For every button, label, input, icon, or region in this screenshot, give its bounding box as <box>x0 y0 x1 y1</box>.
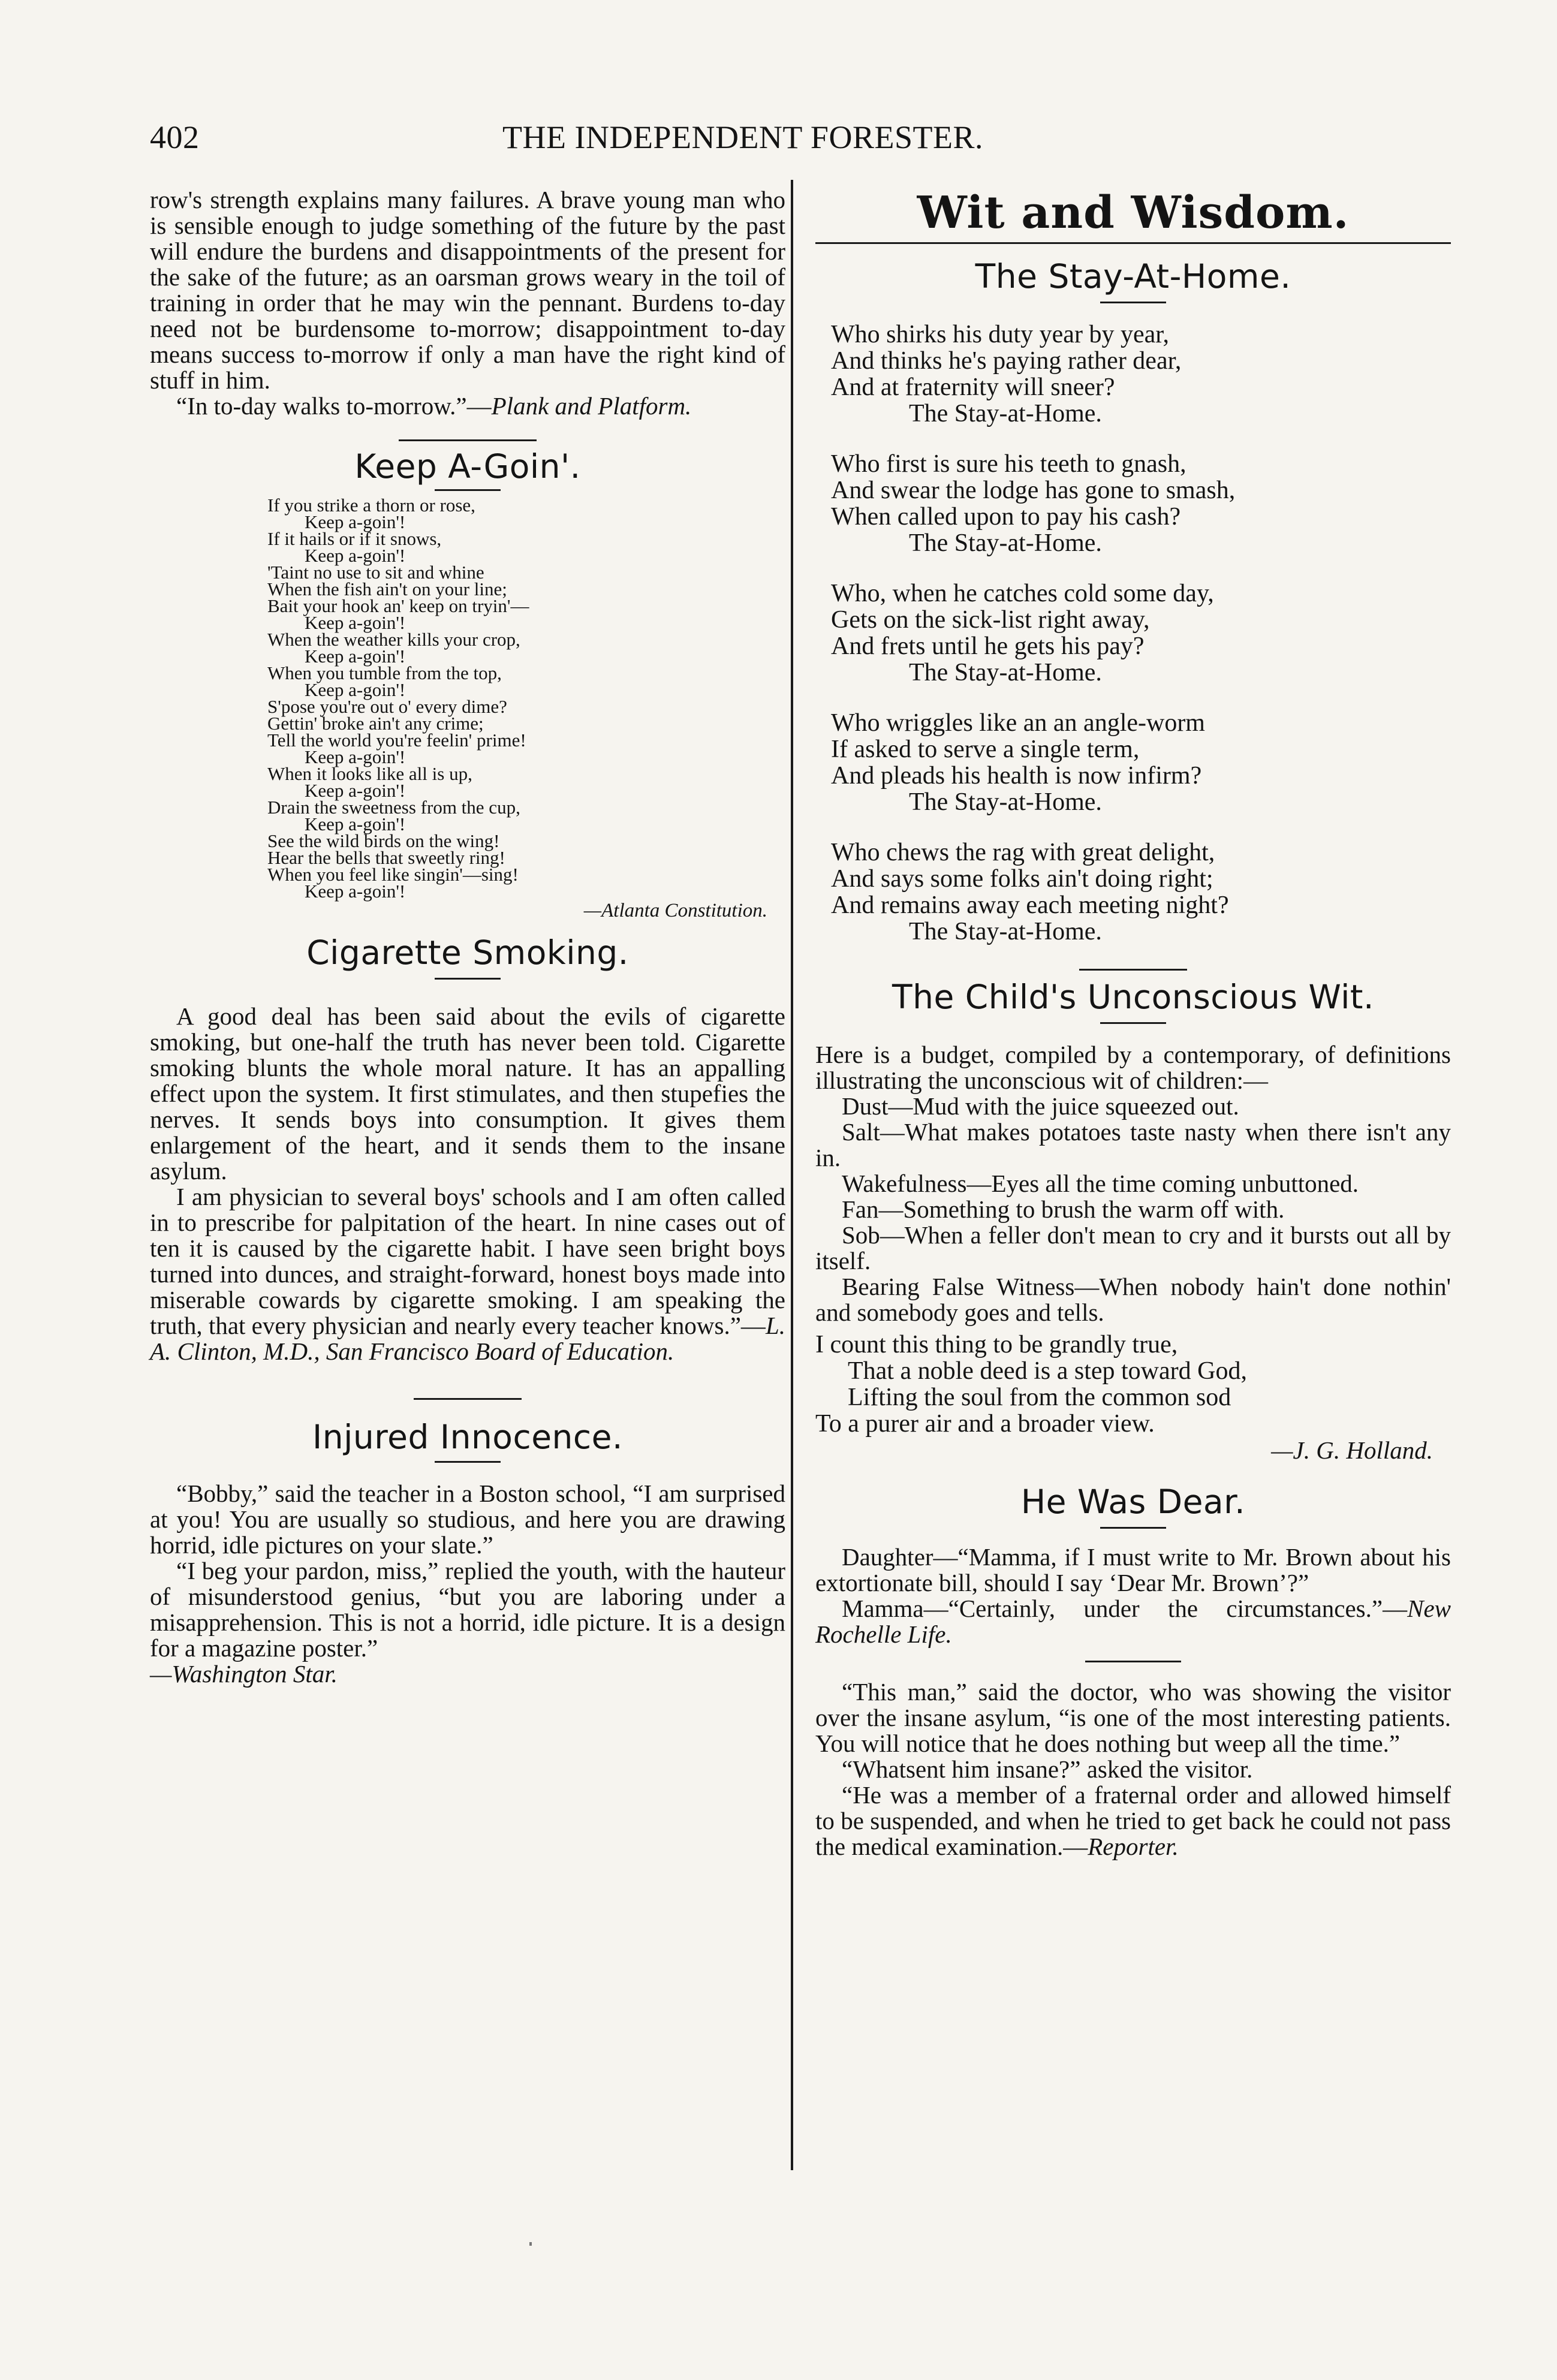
childs-wit-intro: Here is a budget, compiled by a contemporary, of definitions illustrating the unconscious wit of children:— <box>815 1041 1451 1094</box>
childs-wit-body <box>815 1042 1451 1325</box>
cigarette-paragraph-1: A good deal has been said about the evils of cigarette smoking, but one-half the truth has never been told. Cigarette smoking blunts the whole moral nature. It has an appalling effect upon the system. It first stimulates, and then stupefies the nerves. It sends boys into consumption. It gives them enlargement of the heart, and it sends them to the insane asylum. <box>150 1002 785 1185</box>
poem-stanza <box>831 710 1451 815</box>
poem-line: Bait your hook an' keep on tryin'— <box>267 595 529 616</box>
title-rule <box>1100 1022 1166 1024</box>
title-rule <box>435 978 501 980</box>
he-was-dear-paragraph-1: Daughter—“Mamma, if I must write to Mr. Brown about his extortionate bill, should I say ‘Dear Mr. Brown’?” <box>815 1543 1451 1596</box>
poem-line: When you tumble from the top, <box>267 662 502 683</box>
cigarette-title: Cigarette Smoking. <box>306 933 629 972</box>
poem-refrain-line: Keep a-goin'! <box>305 746 406 767</box>
poem-line: Gets on the sick-list right away, <box>831 606 1150 634</box>
poem-line: When called upon to pay his cash? <box>831 503 1181 531</box>
cigarette-paragraph-2-text: I am physician to several boys' schools and I am often called in to prescribe for palpitation of the heart. In nine cases out of ten it is caused by the cigarette habit. I have seen bright boys turned into dunces, and straight-forward, honest boys made into miserable cowards by cigarette smoking. I am speaking the truth, that every physician and nearly every teacher knows.”— <box>150 1183 785 1339</box>
childs-wit-title: The Child's Unconscious Wit. <box>892 978 1374 1016</box>
poem-line: Who, when he catches cold some day, <box>831 580 1214 607</box>
left-column <box>150 187 785 1687</box>
poem-refrain-line: Keep a-goin'! <box>305 679 406 700</box>
intro-paragraph: row's strength explains many failures. A brave young man who is sensible enough to judge something of the future by the past will endure the burdens and disappointments of the present for the sake of the future; as an oarsman grows weary in the toil of training in order that he may win the pennant. Burdens to-day need not be burdensome to-morrow; disappointment to-day means success to-morrow if only a man have the right kind of stuff in him. <box>150 186 785 394</box>
page-number: 402 <box>150 119 200 155</box>
poem-refrain-line: Keep a-goin'! <box>305 881 406 902</box>
poem-refrain-line: Keep a-goin'! <box>305 814 406 834</box>
poem-line: If it hails or if it snows, <box>267 528 442 549</box>
definition-entry: Bearing False Witness—When nobody hain't done nothin' and somebody goes and tells. <box>815 1273 1451 1326</box>
poem-line: 'Taint no use to sit and whine <box>267 562 484 583</box>
poem-line: When you feel like singin'—sing! <box>267 864 519 885</box>
stay-at-home-poem <box>831 321 1451 945</box>
doctor-paragraph-3 <box>815 1782 1451 1860</box>
poem-line: And at fraternity will sneer? <box>831 373 1115 401</box>
keep-a-goin-title: Keep A-Goin'. <box>354 447 581 486</box>
poem-stanza <box>831 580 1451 686</box>
intro-quote <box>150 393 785 419</box>
keep-a-goin-credit: —Atlanta Constitution. <box>583 900 767 921</box>
wit-and-wisdom-title: Wit and Wisdom. <box>917 187 1350 239</box>
doctor-paragraph-2: “Whatsent him insane?” asked the visitor. <box>842 1755 1253 1783</box>
poem-line: And remains away each meeting night? <box>831 891 1229 919</box>
poem-refrain-line: Keep a-goin'! <box>305 780 406 801</box>
poem-line: Who chews the rag with great delight, <box>831 839 1215 866</box>
poem-refrain-line: The Stay-at-Home. <box>909 400 1102 427</box>
title-rule <box>435 489 501 491</box>
poem-line: Tell the world you're feelin' prime! <box>267 730 526 751</box>
poem-line: S'pose you're out o' every dime? <box>267 696 507 717</box>
poem-line: And swear the lodge has gone to smash, <box>831 477 1236 504</box>
poem-line: And says some folks ain't doing right; <box>831 865 1213 893</box>
section-title-rule <box>815 242 1451 244</box>
poem-line: See the wild birds on the wing! <box>267 830 500 851</box>
poem-line: And pleads his health is now infirm? <box>831 762 1202 790</box>
poem-line: And frets until he gets his pay? <box>831 632 1145 660</box>
poem-refrain-line: Keep a-goin'! <box>305 646 406 667</box>
definition-entry: Sob—When a feller don't mean to cry and it bursts out all by itself. <box>815 1221 1451 1275</box>
injured-innocence-title: Injured Innocence. <box>312 1418 623 1456</box>
verse-line: To a purer air and a broader view. <box>815 1410 1155 1438</box>
holland-credit: —J. G. Holland. <box>1271 1436 1433 1464</box>
poem-refrain-line: The Stay-at-Home. <box>909 529 1102 557</box>
he-was-dear-credit: New Rochelle Life. <box>815 1595 1451 1648</box>
injured-credit: —Washington Star. <box>150 1660 338 1688</box>
cigarette-paragraph-2 <box>150 1184 785 1364</box>
column-divider <box>791 180 793 2170</box>
verse-line: That a noble deed is a step toward God, <box>848 1357 1247 1385</box>
stay-at-home-title: The Stay-At-Home. <box>975 257 1291 296</box>
cigarette-credit: L. A. Clinton, M.D., San Francisco Board of Education. <box>150 1312 785 1365</box>
title-rule <box>435 1461 501 1463</box>
section-rule <box>399 439 537 441</box>
poem-stanza <box>831 451 1451 556</box>
he-was-dear-paragraph-2-text: Mamma—“Certainly, under the circumstances.”— <box>842 1595 1408 1622</box>
poem-line: And thinks he's paying rather dear, <box>831 347 1182 375</box>
poem-refrain-line: The Stay-at-Home. <box>909 788 1102 816</box>
verse-line: Lifting the soul from the common sod <box>848 1384 1231 1411</box>
injured-paragraph-2: “I beg your pardon, miss,” replied the youth, with the hauteur of misunderstood genius, “but you are laboring under a misapprehension. This is not a horrid, idle picture. It is a design for a magazine poster.” <box>150 1557 785 1662</box>
definition-entry: Fan—Something to brush the warm off with. <box>842 1195 1285 1223</box>
poem-line: Who shirks his duty year by year, <box>831 321 1170 348</box>
poem-stanza <box>831 839 1451 945</box>
poem-line: Hear the bells that sweetly ring! <box>267 847 505 868</box>
doctor-credit: Reporter. <box>1088 1833 1179 1860</box>
title-rule <box>1100 302 1166 303</box>
title-rule <box>1100 1527 1166 1529</box>
page-header <box>150 119 1109 167</box>
section-rule <box>1079 969 1187 971</box>
print-speck <box>529 2242 532 2246</box>
definition-entry: Salt—What makes potatoes taste nasty when there isn't any in. <box>815 1118 1451 1171</box>
intro-quote-text: “In to-day walks to-morrow.”— <box>176 392 492 420</box>
keep-a-goin-poem <box>267 497 785 900</box>
intro-source: Plank and Platform. <box>491 392 692 420</box>
poem-line: If asked to serve a single term, <box>831 736 1140 763</box>
poem-line: If you strike a thorn or rose, <box>267 495 475 516</box>
verse-line: I count this thing to be grandly true, <box>815 1331 1178 1358</box>
section-rule <box>1085 1661 1181 1662</box>
poem-line: Who first is sure his teeth to gnash, <box>831 450 1186 478</box>
doctor-paragraph-1: “This man,” said the doctor, who was showing the visitor over the insane asylum, “is one of the most interesting patients. You will notice that he does nothing but weep all the time.” <box>815 1678 1451 1757</box>
injured-paragraph-1: “Bobby,” said the teacher in a Boston school, “I am surprised at you! You are usually so studious, and here you are drawing horrid, idle pictures on your slate.” <box>150 1480 785 1559</box>
section-rule <box>414 1398 522 1400</box>
poem-refrain-line: Keep a-goin'! <box>305 545 406 566</box>
poem-refrain-line: The Stay-at-Home. <box>909 659 1102 686</box>
he-was-dear-paragraph-2 <box>815 1596 1451 1647</box>
he-was-dear-title: He Was Dear. <box>1020 1483 1246 1521</box>
holland-verse <box>815 1331 1451 1437</box>
poem-refrain-line: The Stay-at-Home. <box>909 918 1102 945</box>
doctor-paragraph-3-text: “He was a member of a fraternal order and allowed himself to be suspended, and when he tried to get back he could not pass the medical examination.— <box>815 1781 1451 1860</box>
poem-line: When the fish ain't on your line; <box>267 579 507 599</box>
poem-stanza <box>831 321 1451 427</box>
poem-refrain-line: Keep a-goin'! <box>305 511 406 532</box>
right-column <box>815 187 1451 1860</box>
poem-line: Gettin' broke ain't any crime; <box>267 713 484 734</box>
poem-line: Drain the sweetness from the cup, <box>267 797 520 818</box>
poem-refrain-line: Keep a-goin'! <box>305 612 406 633</box>
poem-line: When the weather kills your crop, <box>267 629 520 650</box>
poem-line: Who wriggles like an an angle-worm <box>831 709 1205 737</box>
running-title: THE INDEPENDENT FORESTER. <box>502 119 983 155</box>
definition-entry: Wakefulness—Eyes all the time coming unbuttoned. <box>842 1170 1359 1197</box>
definition-entry: Dust—Mud with the juice squeezed out. <box>842 1092 1239 1120</box>
poem-line: When it looks like all is up, <box>267 763 472 784</box>
